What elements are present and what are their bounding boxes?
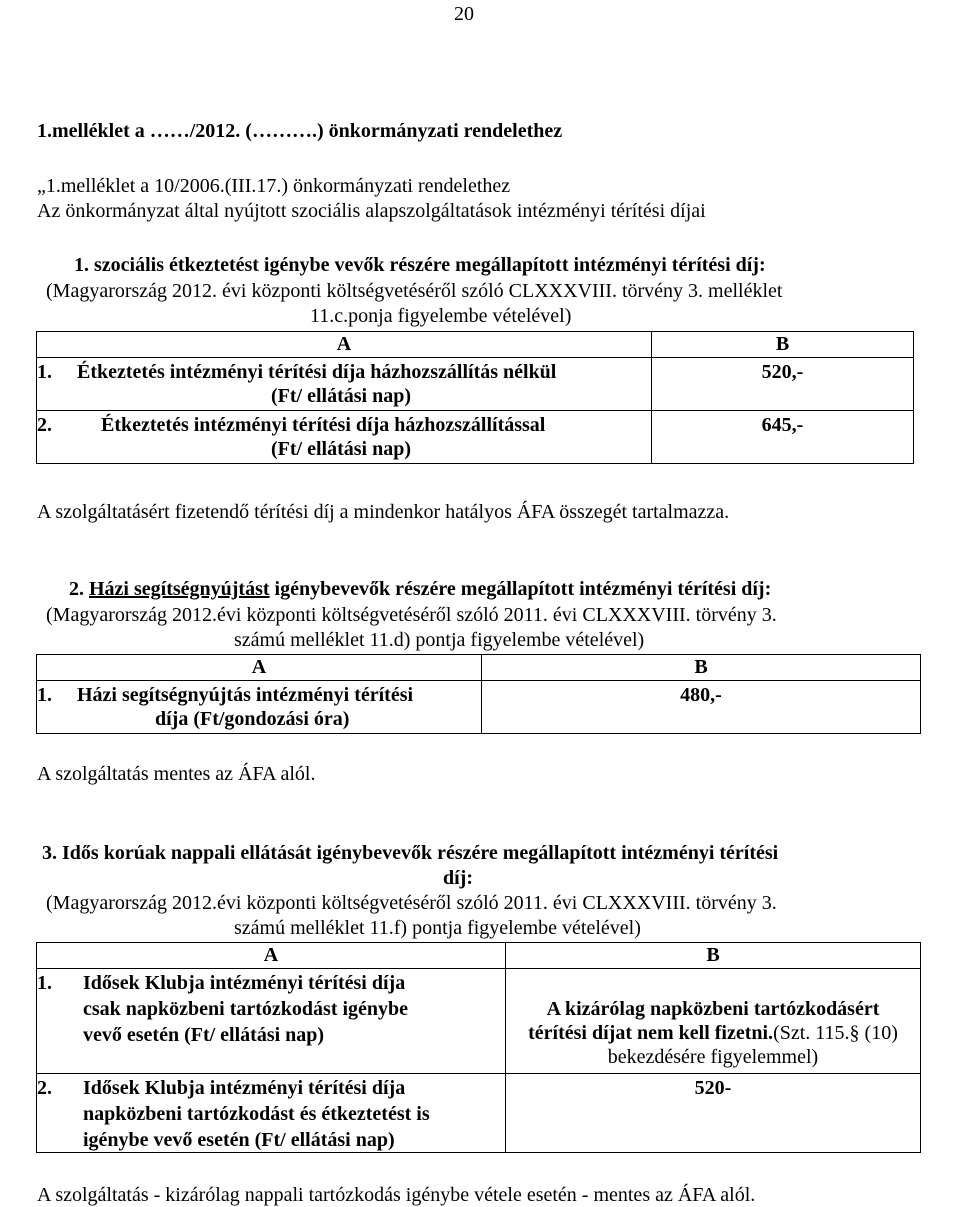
- section3-table: [36, 942, 921, 1153]
- value-line: A kizárólag napközbeni tartózkodásért: [546, 998, 880, 1020]
- row-text-line: (Ft/ ellátási nap): [271, 438, 411, 460]
- row-text-line: csak napközbeni tartózkodást igénybe: [83, 998, 409, 1020]
- row-value: [506, 969, 921, 1074]
- table-header-row: [37, 332, 914, 358]
- section3-subtitle-1: (Magyarország 2012.évi központi költségvetéséről szóló 2011. évi CLXXXVIII. törvény 3.: [46, 892, 777, 914]
- section3-title-2: díj:: [443, 867, 473, 889]
- section1-subtitle-1: (Magyarország 2012. évi központi költségvetéséről szóló CLXXXVIII. törvény 3. melléklet: [46, 280, 783, 302]
- section1-table: [36, 331, 914, 464]
- row-description: [37, 411, 652, 464]
- row-text-line: napközbeni tartózkodást és étkeztetést is: [83, 1103, 430, 1125]
- table-header-row: [37, 655, 921, 681]
- row-number: 1.: [37, 361, 52, 383]
- section2-title-rest: igénybevevők részére megállapított intézményi térítési díj:: [274, 578, 772, 600]
- section2-number: 2.: [69, 578, 84, 600]
- row-description: [37, 1074, 506, 1153]
- table-row: [37, 411, 914, 464]
- row-value: 480,-: [482, 681, 921, 734]
- row-text-line: vevő esetén (Ft/ ellátási nap): [83, 1024, 325, 1046]
- row-value: 520-: [506, 1074, 921, 1153]
- column-b-header: B: [482, 655, 921, 681]
- row-text-line: díja (Ft/gondozási óra): [155, 708, 350, 730]
- row-text-line: Étkeztetés intézményi térítési díja házhozszállítás nélkül: [77, 361, 557, 383]
- table-row: [37, 358, 914, 411]
- row-description: [37, 681, 482, 734]
- row-number: 1.: [37, 972, 52, 994]
- table-row: [37, 681, 921, 734]
- page-number: 20: [454, 3, 474, 25]
- header-line-1: 1.melléklet a ……/2012. (……….) önkormányzati rendelethez: [37, 120, 563, 142]
- row-text-line: Házi segítségnyújtás intézményi térítési: [77, 684, 414, 706]
- section1-note: A szolgáltatásért fizetendő térítési díj a mindenkor hatályos ÁFA összegét tartalmazza.: [37, 501, 730, 523]
- row-value: 520,-: [652, 358, 914, 411]
- section2-title-underlined: Házi segítségnyújtást: [89, 578, 270, 600]
- section1-subtitle-2: 11.c.ponja figyelembe vételével): [310, 305, 572, 327]
- column-a-header: A: [37, 655, 482, 681]
- section2-subtitle-2: számú melléklet 11.d) pontja figyelembe vételével): [234, 629, 645, 651]
- row-description: [37, 969, 506, 1074]
- value-line: térítési díjat nem kell fizetni.(Szt. 115.§ (10): [528, 1022, 898, 1044]
- column-b-header: B: [506, 943, 921, 969]
- value-line: bekezdésére figyelemmel): [607, 1046, 819, 1068]
- row-description: [37, 358, 652, 411]
- table-row: [37, 1074, 921, 1153]
- column-a-header: A: [37, 332, 652, 358]
- section2-subtitle-1: (Magyarország 2012.évi központi költségvetéséről szóló 2011. évi CLXXXVIII. törvény 3.: [46, 604, 777, 626]
- section2-title: [69, 577, 771, 601]
- column-b-header: B: [652, 332, 914, 358]
- section2-note: A szolgáltatás mentes az ÁFA alól.: [37, 763, 316, 785]
- section3-subtitle-2: számú melléklet 11.f) pontja figyelembe vételével): [234, 917, 641, 939]
- section2-table: [36, 654, 921, 734]
- row-text-line: Idősek Klubja intézményi térítési díja: [83, 972, 406, 994]
- row-number: 2.: [37, 1077, 52, 1099]
- row-text-line: (Ft/ ellátási nap): [271, 385, 411, 407]
- table-header-row: [37, 943, 921, 969]
- row-text-line: Idősek Klubja intézményi térítési díja: [83, 1077, 406, 1099]
- section3-title-1: 3. Idős korúak nappali ellátását igénybevevők részére megállapított intézményi térítési: [42, 842, 779, 864]
- row-text-line: igénybe vevő esetén (Ft/ ellátási nap): [83, 1129, 395, 1151]
- header-line-3: Az önkormányzat által nyújtott szociális alapszolgáltatások intézményi térítési díjai: [37, 200, 706, 222]
- header-line-2: „1.melléklet a 10/2006.(III.17.) önkormányzati rendelethez: [37, 175, 511, 197]
- row-number: 2.: [37, 414, 52, 436]
- section3-note: A szolgáltatás - kizárólag nappali tartózkodás igénybe vétele esetén - mentes az ÁFA alól.: [37, 1184, 756, 1206]
- table-row: [37, 969, 921, 1074]
- section1-title: 1. szociális étkeztetést igénybe vevők részére megállapított intézményi térítési díj:: [74, 254, 766, 276]
- row-value: 645,-: [652, 411, 914, 464]
- column-a-header: A: [37, 943, 506, 969]
- row-number: 1.: [37, 684, 52, 706]
- row-text-line: Étkeztetés intézményi térítési díja házhozszállítással: [101, 414, 546, 436]
